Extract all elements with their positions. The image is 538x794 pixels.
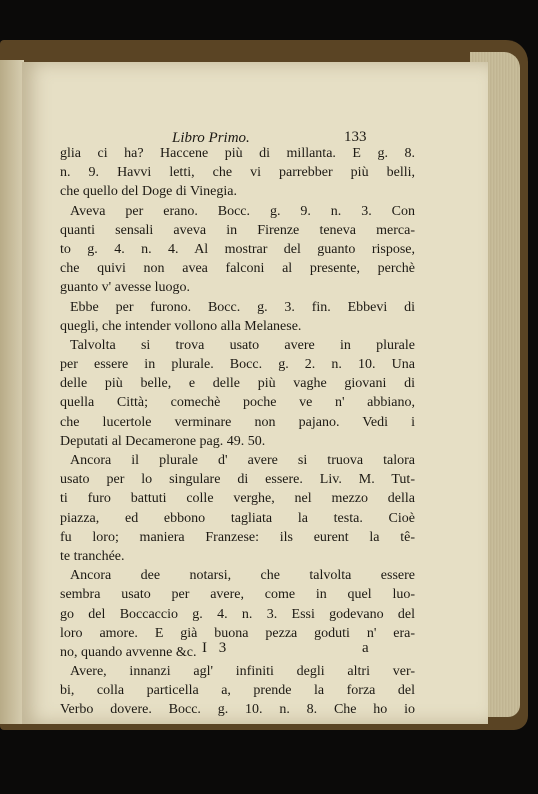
text-line: usato per lo singulare di essere. Liv. M. Tut- bbox=[60, 472, 415, 488]
text-line: Deputati al Decamerone pag. 49. 50. bbox=[60, 433, 266, 449]
text-line: go del Boccaccio g. 4. n. 3. Essi godevano del bbox=[60, 606, 415, 622]
text-line: Ancora il plurale d' avere si truova talora bbox=[70, 453, 415, 468]
text-line: per essere in plurale. Bocc. g. 2. n. 10. Una bbox=[60, 357, 415, 373]
text-line: che quello del Doge di Vinegia. bbox=[60, 184, 237, 200]
text-line: te tranchée. bbox=[60, 548, 125, 564]
text-line: quegli, che intender vollono alla Melanese. bbox=[60, 318, 302, 334]
text-line: piazza, ed ebbono tagliata la testa. Cioè bbox=[60, 510, 415, 526]
text-line: quanti sensali aveva in Firenze teneva merca- bbox=[60, 222, 415, 238]
text-line: Ebbe per furono. Bocc. g. 3. fin. Ebbevi di bbox=[70, 299, 415, 315]
text-line: guanto v' avesse luogo. bbox=[60, 280, 191, 296]
text-line: Aveva per erano. Bocc. g. 9. n. 3. Con bbox=[70, 203, 415, 219]
text-line: fu loro; maniera Franzese: ils eurent la tê- bbox=[60, 529, 415, 545]
text-line: glia ci ha? Haccene più di millanta. E g. 8. bbox=[60, 146, 415, 161]
text-line: bi, colla particella a, prende la forza del bbox=[60, 683, 415, 699]
text-line: n. 9. Havvi letti, che vi parrebber più belli, bbox=[60, 165, 415, 181]
text-line: to g. 4. n. 4. Al mostrar del guanto rispose, bbox=[60, 241, 415, 257]
signature-mark: I 3 bbox=[202, 640, 231, 656]
text-line: Verbo dovere. Bocc. g. 10. n. 8. Che ho io bbox=[60, 702, 415, 718]
text-line: Talvolta si trova usato avere in plurale bbox=[70, 337, 415, 353]
text-line: Ancora dee notarsi, che talvolta essere bbox=[70, 568, 415, 584]
text-line: Avere, innanzi agl' infiniti degli altri ver- bbox=[70, 664, 415, 680]
page-number: 133 bbox=[344, 129, 367, 145]
book-page bbox=[22, 62, 488, 724]
text-line: quella Città; comechè poche ve n' abbiano, bbox=[60, 395, 415, 411]
text-line: che quivi non avea falconi al presente, perchè bbox=[60, 261, 415, 277]
text-line: ti furo battuti colle verghe, nel mezzo della bbox=[60, 491, 415, 507]
text-line: loro amore. E già buona pezza goduti n' era- bbox=[60, 625, 415, 641]
text-line: che lucertole verminare non pajano. Vedi i bbox=[60, 414, 415, 430]
gutter-strip bbox=[0, 60, 24, 724]
header-title: Libro Primo. bbox=[172, 130, 250, 146]
catchword: a bbox=[362, 640, 369, 656]
text-line: delle più belle, e delle più vaghe giovani di bbox=[60, 376, 415, 392]
text-line: sembra usato per avere, come in quel luo- bbox=[60, 587, 415, 603]
body-text bbox=[60, 144, 415, 720]
text-line: no, quando avvenne &c. bbox=[60, 644, 197, 660]
